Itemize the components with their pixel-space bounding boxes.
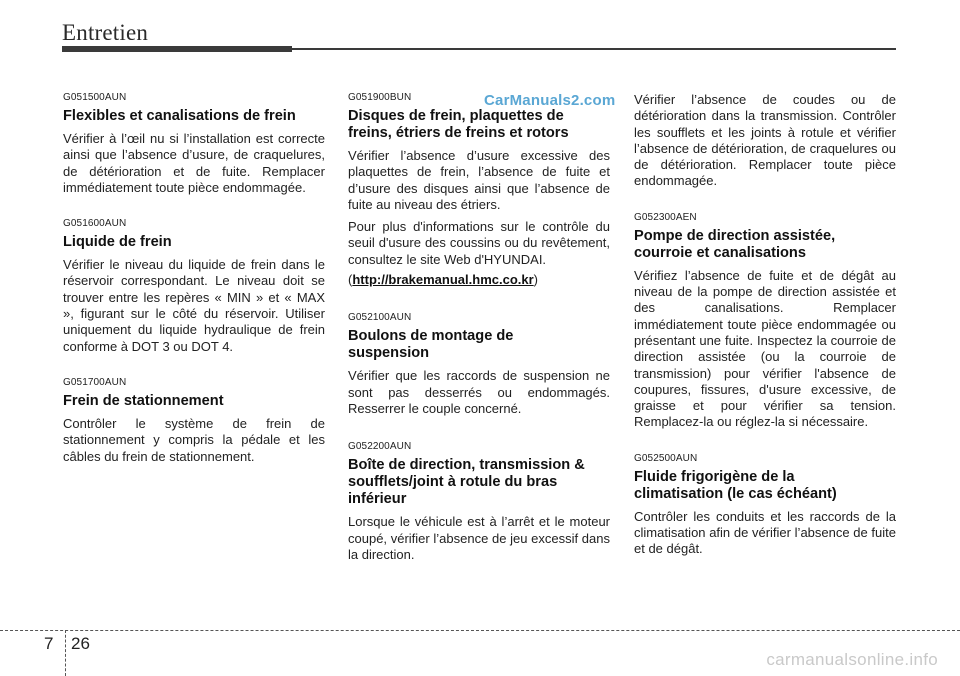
section-code: G051900BUN <box>348 92 412 103</box>
section-text: Vérifiez l’absence de fuite et de dégât au niveau de la pompe de direction assistée et des canalisations. Remplacer immédiatement toute pièce endommagée ou présentant une fuite. Inspectez la courroie de direction assistée (ou la courroie de transmission) pour vérifier l'absence de coupures, fissures, d'usure excessive, de graisse et pour vérifier sa tension. Remplacez-la ou réglez-la si nécessaire. <box>634 267 896 430</box>
section-text: Contrôler le système de frein de stationnement y compris la pédale et les câbles du frein de stationnement. <box>63 415 325 464</box>
section-ac-refrigerant <box>634 453 896 558</box>
section-text: Contrôler les conduits et les raccords de la climatisation afin de vérifier l’absence de fuite et de dégât. <box>634 508 896 557</box>
chapter-number: 7 <box>44 634 54 653</box>
section-heading: Disques de frein, plaquettes de freins, étriers de freins et rotors <box>348 108 569 141</box>
section-code: G051600AUN <box>63 218 127 230</box>
section-steering-box <box>348 441 610 563</box>
section-heading: Flexibles et canalisations de frein <box>63 108 296 124</box>
section-heading: Pompe de direction assistée, courroie et canalisations <box>634 227 836 261</box>
footer-page-separator <box>65 630 66 676</box>
column-right <box>634 92 896 576</box>
section-heading: Fluide frigorigène de la climatisation (le cas échéant) <box>634 468 837 502</box>
section-code: G051500AUN <box>63 92 127 103</box>
section-text: Vérifier que les raccords de suspension ne sont pas desserrés ou endommagés. Resserrer le couple concerné. <box>348 368 610 416</box>
section-text: Lorsque le véhicule est à l’arrêt et le moteur coupé, vérifier l’absence de jeu excessif dans la direction. <box>348 514 610 562</box>
watermark-carmanuals: CarManuals2.com <box>484 92 616 109</box>
section-steering-continued <box>634 92 896 190</box>
section-heading: Frein de stationnement <box>63 392 224 409</box>
link-paren-close: ) <box>533 272 539 288</box>
section-text: Pour plus d'informations sur le contrôle du seuil d'usure des coussins ou du revêtement, consultez le site Web d'HYUNDAI. <box>348 219 610 267</box>
section-parking-brake <box>63 377 325 465</box>
brake-manual-link[interactable]: http://brakemanual.hmc.co.kr <box>352 272 534 288</box>
footer-watermark: carmanualsonline.info <box>766 650 938 669</box>
section-heading: Boîte de direction, transmission & soufflets/joint à rotule du bras inférieur <box>348 457 585 508</box>
footer-divider <box>0 630 960 631</box>
section-code: G051700AUN <box>63 376 127 388</box>
page-number: 26 <box>71 634 90 653</box>
section-text: Vérifier l’absence de coudes ou de détérioration dans la transmission. Contrôler les soufflets et les joints à rotule et vérifier l’absence de détérioration, de craquelures ou de détérioration. Remplacer toute pièce endommagée. <box>634 92 896 189</box>
section-brake-hoses <box>63 92 325 196</box>
section-brake-discs <box>348 92 610 288</box>
section-power-steering <box>634 212 896 431</box>
link-paren-open: ( <box>348 272 353 288</box>
header-rule-thick <box>62 46 292 52</box>
column-middle <box>348 92 610 581</box>
section-code: G052500AUN <box>634 452 698 464</box>
section-text: Vérifier le niveau du liquide de frein dans le réservoir correspondant. Le niveau doit se trouver entre les repères « MIN » et « MAX », figurant sur le côté du réservoir. Utiliser uniquement du liquide hydraulique de frein conforme à DOT 3 ou DOT 4. <box>63 257 325 354</box>
section-code: G052100AUN <box>348 312 412 324</box>
header-rule-thin <box>292 48 896 50</box>
column-left <box>63 92 325 483</box>
section-suspension-bolts <box>348 312 610 417</box>
section-code: G052200AUN <box>348 441 412 453</box>
section-brake-fluid <box>63 218 325 355</box>
brake-manual-link-line <box>348 272 610 288</box>
section-text: Vérifier à l’œil nu si l’installation est correcte ainsi que l’absence d’usure, de craquelures, de détérioration et de fuite. Remplacer immédiatement toute pièce endommagée. <box>63 131 325 195</box>
section-text: Vérifier l’absence d’usure excessive des plaquettes de frein, l’absence de fuite et d’usure des disques ainsi que l’absence de fuite au niveau des étriers. <box>348 148 610 212</box>
page-title: Entretien <box>62 20 149 45</box>
section-heading: Liquide de frein <box>63 234 172 251</box>
section-code: G052300AEN <box>634 211 697 223</box>
section-heading: Boulons de montage de suspension <box>348 328 514 362</box>
